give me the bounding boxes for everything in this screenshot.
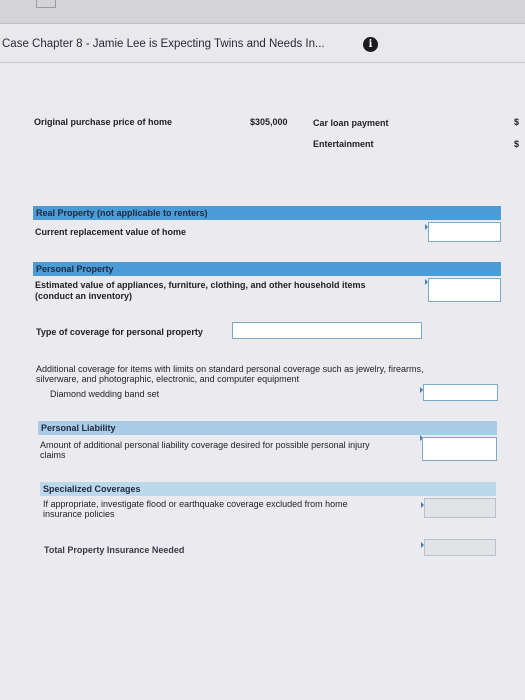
car-loan-label: Car loan payment [313,118,389,128]
coverage-type-label: Type of coverage for personal property [36,327,203,337]
total-insurance-label: Total Property Insurance Needed [44,545,185,555]
specialized-coverages-header: Specialized Coverages [40,482,496,496]
diamond-band-input[interactable] [423,384,498,401]
household-items-input[interactable] [428,278,501,302]
additional-coverage-label-2: silverware, and photographic, electronic, and computer equipment [36,374,300,384]
real-property-header: Real Property (not applicable to renters) [33,206,501,220]
replacement-value-label: Current replacement value of home [35,227,187,237]
liability-coverage-input[interactable] [422,437,497,461]
flood-earthquake-input[interactable] [424,498,496,518]
window-frame-box [36,0,56,8]
household-items-label: Estimated value of appliances, furniture, clothing, and other household items [35,280,366,290]
flood-earthquake-label: If appropriate, investigate flood or earthquake coverage excluded from home [43,499,348,509]
entertainment-label: Entertainment [313,139,374,149]
policies-label: insurance policies [43,509,115,519]
page-title: Case Chapter 8 - Jamie Lee is Expecting Twins and Needs In... [2,38,325,50]
liability-coverage-label: Amount of additional personal liability coverage desired for possible personal injury [40,440,370,450]
purchase-price-label: Original purchase price of home [34,117,173,127]
personal-liability-header: Personal Liability [38,421,497,435]
additional-coverage-label: Additional coverage for items with limits on standard personal coverage such as jewelry, firearms, [36,364,424,374]
car-loan-dollar: $ [514,117,520,127]
replacement-value-input[interactable] [428,222,501,242]
liability-claims-label: claims [40,450,66,460]
browser-top-bar [0,0,525,24]
diamond-band-label: Diamond wedding band set [50,389,160,399]
coverage-type-input[interactable] [232,322,422,339]
personal-property-header: Personal Property [33,262,501,276]
inventory-note-label: (conduct an inventory) [35,291,133,301]
entertainment-dollar: $ [514,139,520,149]
total-insurance-input[interactable] [424,539,496,556]
info-icon[interactable]: i [363,37,378,52]
purchase-price-value: $305,000 [250,117,288,127]
